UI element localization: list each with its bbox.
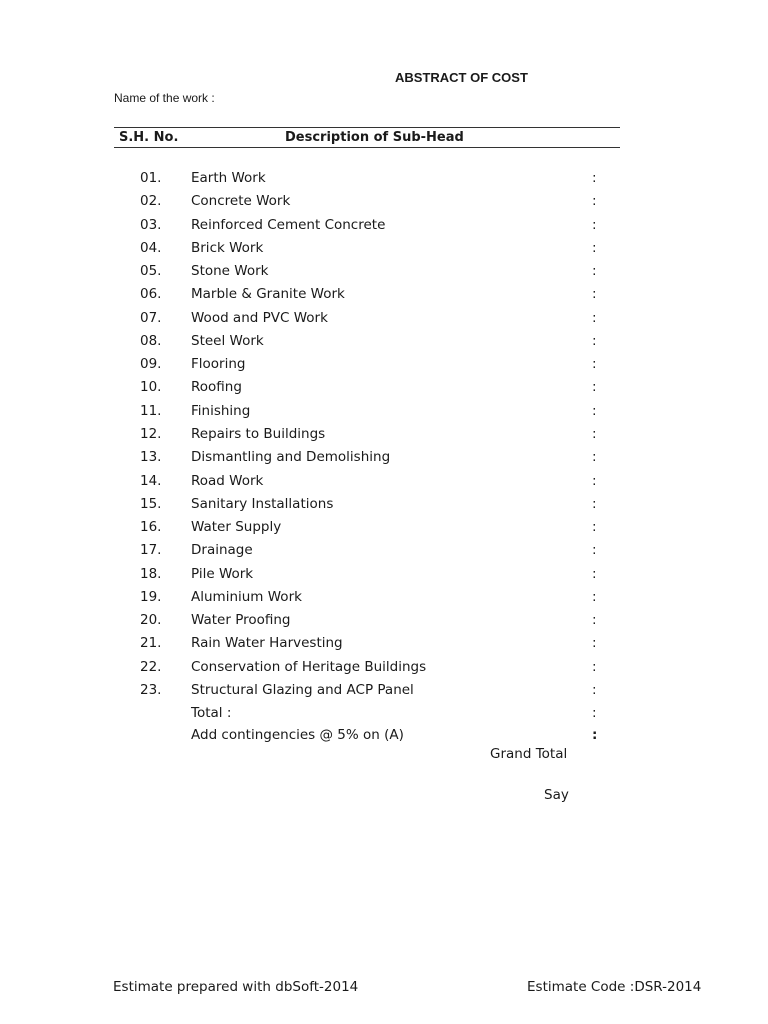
item-description: Roofing (191, 379, 242, 396)
grand-total-label: Grand Total (490, 746, 568, 762)
item-colon: : (592, 681, 597, 698)
item-number: 19. (140, 588, 162, 605)
item-number: 06. (140, 286, 162, 303)
item-number: 18. (140, 565, 162, 582)
contingencies-colon: : (592, 727, 598, 743)
item-description: Marble & Granite Work (191, 286, 345, 303)
item-description: Repairs to Buildings (191, 425, 326, 442)
item-colon: : (592, 495, 597, 512)
item-description: Dismantling and Demolishing (191, 449, 391, 466)
total-row (0, 705, 768, 728)
item-colon: : (592, 565, 597, 582)
item-number: 13. (140, 449, 162, 466)
item-description: Concrete Work (191, 193, 291, 210)
table-row (0, 310, 768, 333)
item-description: Conservation of Heritage Buildings (191, 658, 427, 675)
item-description: Wood and PVC Work (191, 309, 328, 326)
table-row (0, 263, 768, 286)
item-number: 10. (140, 379, 162, 396)
say-label: Say (544, 787, 569, 803)
table-row (0, 449, 768, 472)
table-row (0, 473, 768, 496)
table-row (0, 566, 768, 589)
item-description: Water Proofing (191, 612, 291, 629)
table-row (0, 682, 768, 705)
table-row (0, 217, 768, 240)
item-description: Water Supply (191, 519, 282, 536)
table-row (0, 333, 768, 356)
item-number: 04. (140, 239, 162, 256)
item-description: Aluminium Work (191, 588, 302, 605)
table-row (0, 542, 768, 565)
item-description: Stone Work (191, 263, 269, 280)
table-row (0, 193, 768, 216)
table-row (0, 496, 768, 519)
footer-prepared-with: Estimate prepared with dbSoft-2014 (113, 979, 359, 995)
header-top-rule (114, 127, 620, 128)
item-number: 20. (140, 612, 162, 629)
item-colon: : (592, 332, 597, 349)
item-colon: : (592, 542, 597, 559)
table-row (0, 519, 768, 542)
item-colon: : (592, 449, 597, 466)
item-number: 12. (140, 425, 162, 442)
table-row (0, 403, 768, 426)
item-description: Rain Water Harvesting (191, 635, 343, 652)
total-label: Total : (191, 705, 232, 721)
contingencies-label: Add contingencies @ 5% on (A) (191, 727, 404, 743)
table-row (0, 635, 768, 658)
item-colon: : (592, 216, 597, 233)
table-row (0, 589, 768, 612)
name-of-work-label: Name of the work : (114, 91, 215, 105)
item-description: Pile Work (191, 565, 254, 582)
header-description: Description of Sub-Head (285, 130, 464, 145)
item-colon: : (592, 379, 597, 396)
item-number: 16. (140, 519, 162, 536)
table-row (0, 426, 768, 449)
item-description: Sanitary Installations (191, 495, 334, 512)
item-number: 22. (140, 658, 162, 675)
item-colon: : (592, 263, 597, 280)
header-bottom-rule (114, 147, 620, 148)
item-number: 15. (140, 495, 162, 512)
item-colon: : (592, 193, 597, 210)
item-colon: : (592, 635, 597, 652)
item-description: Drainage (191, 542, 253, 559)
table-row (0, 356, 768, 379)
item-description: Finishing (191, 402, 251, 419)
item-number: 23. (140, 681, 162, 698)
header-sh-no: S.H. No. (119, 130, 179, 145)
item-colon: : (592, 402, 597, 419)
total-colon: : (592, 705, 597, 721)
table-row (0, 240, 768, 263)
table-row (0, 170, 768, 193)
item-description: Flooring (191, 356, 246, 373)
item-number: 02. (140, 193, 162, 210)
item-number: 14. (140, 472, 162, 489)
item-description: Steel Work (191, 332, 264, 349)
table-row (0, 379, 768, 402)
item-description: Structural Glazing and ACP Panel (191, 681, 414, 698)
table-row (0, 286, 768, 309)
document-title: ABSTRACT OF COST (395, 70, 528, 85)
item-number: 03. (140, 216, 162, 233)
item-colon: : (592, 588, 597, 605)
item-number: 01. (140, 170, 162, 186)
item-number: 09. (140, 356, 162, 373)
item-description: Brick Work (191, 239, 264, 256)
item-colon: : (592, 239, 597, 256)
item-number: 07. (140, 309, 162, 326)
item-description: Reinforced Cement Concrete (191, 216, 386, 233)
item-description: Earth Work (191, 170, 266, 186)
item-number: 08. (140, 332, 162, 349)
table-row (0, 659, 768, 682)
footer-estimate-code: Estimate Code :DSR-2014 (527, 979, 702, 995)
item-number: 05. (140, 263, 162, 280)
item-colon: : (592, 658, 597, 675)
item-colon: : (592, 472, 597, 489)
item-colon: : (592, 170, 597, 186)
item-colon: : (592, 356, 597, 373)
item-number: 21. (140, 635, 162, 652)
contingencies-row (0, 727, 768, 750)
item-colon: : (592, 425, 597, 442)
item-description: Road Work (191, 472, 264, 489)
item-colon: : (592, 309, 597, 326)
item-number: 11. (140, 402, 162, 419)
item-colon: : (592, 519, 597, 536)
table-row (0, 612, 768, 635)
item-colon: : (592, 286, 597, 303)
item-number: 17. (140, 542, 162, 559)
item-colon: : (592, 612, 597, 629)
